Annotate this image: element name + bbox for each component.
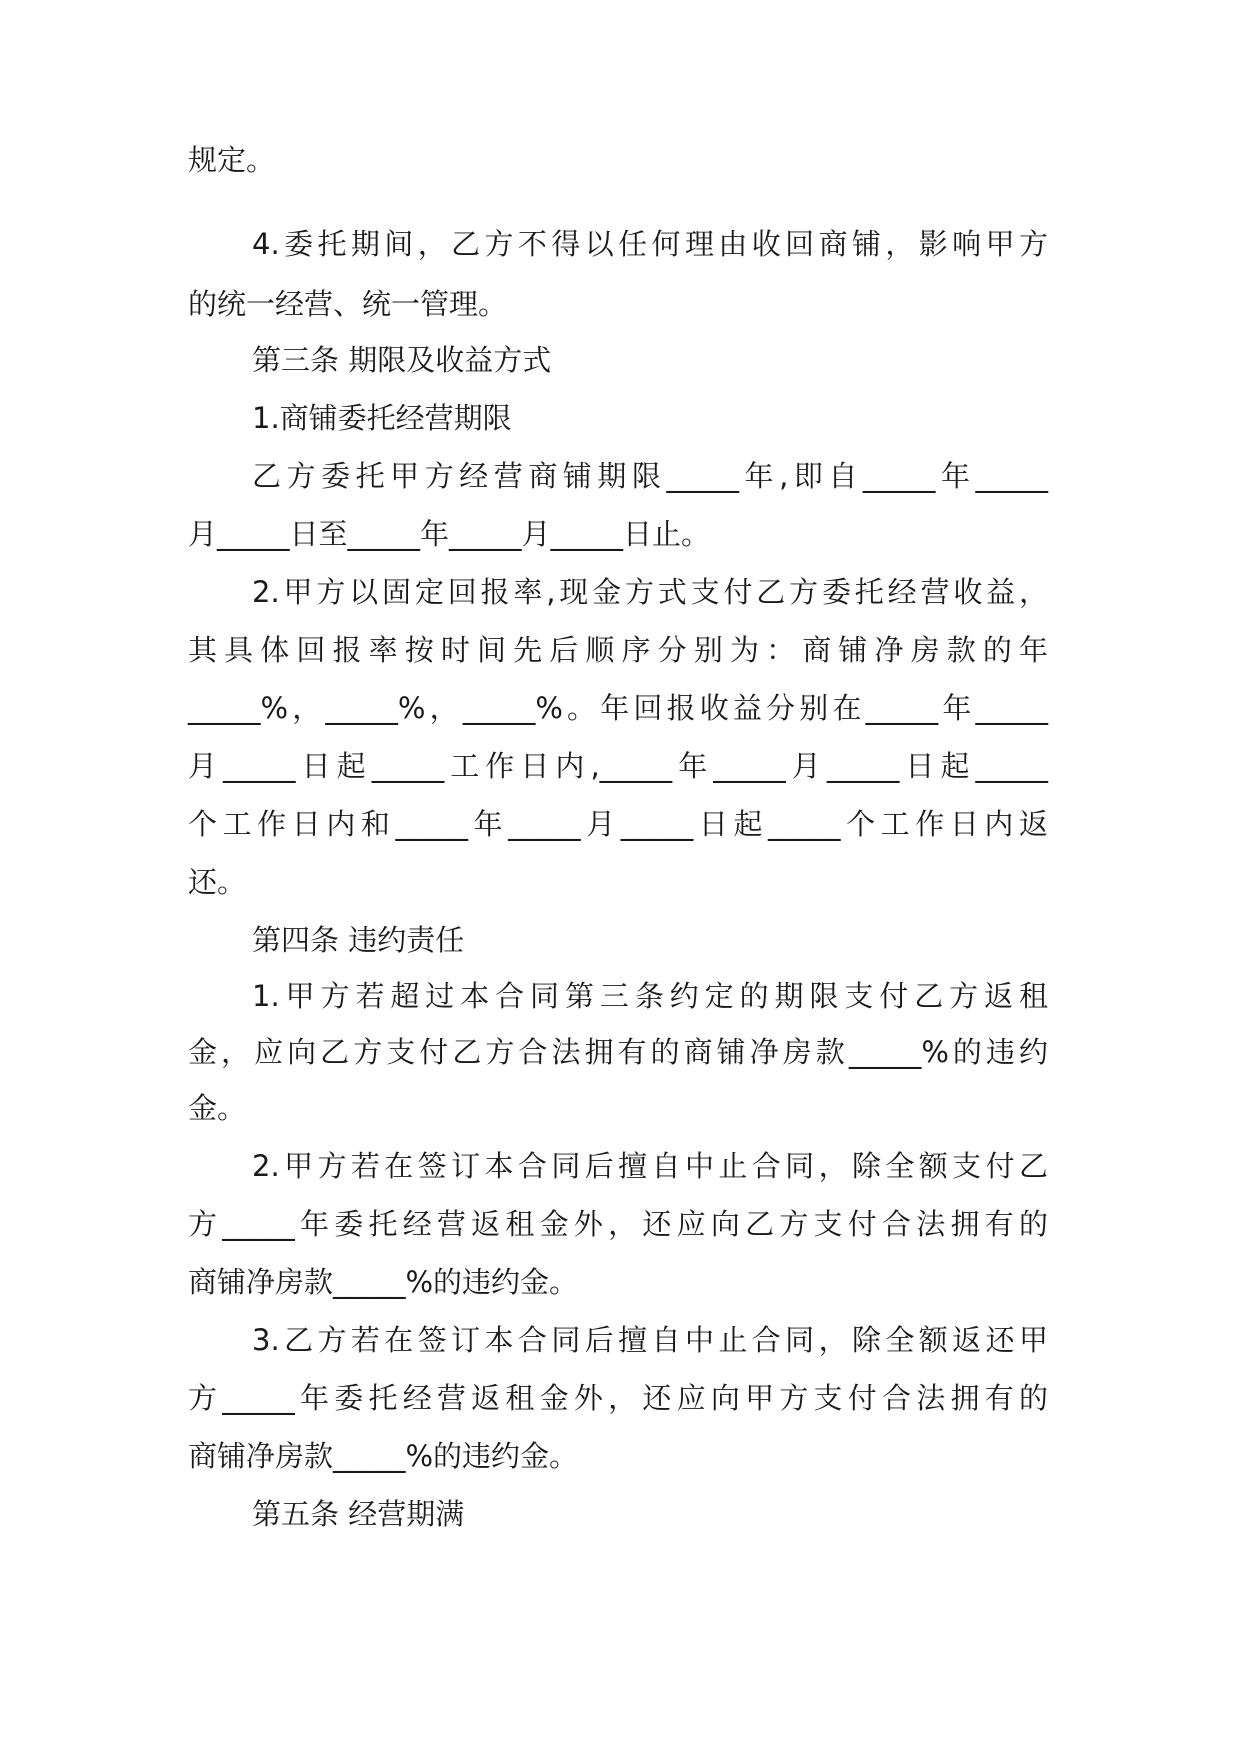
paragraph-line: 月_____日至_____年_____月_____日止。 bbox=[188, 517, 711, 551]
paragraph-line: _____%，_____%，_____%。年回报收益分别在_____年_____ bbox=[188, 691, 1048, 725]
paragraph-line: 商铺净房款_____%的违约金。 bbox=[188, 1439, 579, 1473]
section-heading: 第五条 经营期满 bbox=[252, 1497, 465, 1531]
clause-heading: 1.商铺委托经营期限 bbox=[252, 401, 512, 435]
paragraph-line: 金。 bbox=[188, 1091, 247, 1125]
paragraph-line: 的统一经营、统一管理。 bbox=[188, 287, 508, 321]
paragraph-line: 月_____日起_____工作日内,_____年_____月_____日起_____ bbox=[188, 749, 1048, 783]
paragraph-line: 3.乙方若在签订本合同后擅自中止合同，除全额返还甲 bbox=[252, 1323, 1048, 1357]
paragraph-line: 1.甲方若超过本合同第三条约定的期限支付乙方返租 bbox=[252, 979, 1048, 1013]
paragraph-line: 方_____年委托经营返租金外，还应向乙方支付合法拥有的 bbox=[188, 1207, 1048, 1241]
paragraph-line: 方_____年委托经营返租金外，还应向甲方支付合法拥有的 bbox=[188, 1381, 1048, 1415]
paragraph-line: 4.委托期间，乙方不得以任何理由收回商铺，影响甲方 bbox=[252, 227, 1048, 261]
section-heading: 第四条 违约责任 bbox=[252, 923, 465, 957]
paragraph-line: 2.甲方以固定回报率,现金方式支付乙方委托经营收益， bbox=[252, 575, 1048, 609]
section-heading: 第三条 期限及收益方式 bbox=[252, 343, 552, 377]
paragraph-line: 乙方委托甲方经营商铺期限_____年,即自_____年_____ bbox=[252, 459, 1048, 493]
paragraph-line: 其具体回报率按时间先后顺序分别为：商铺净房款的年 bbox=[188, 633, 1048, 667]
paragraph-line: 2.甲方若在签订本合同后擅自中止合同，除全额支付乙 bbox=[252, 1149, 1048, 1183]
paragraph-line: 还。 bbox=[188, 865, 247, 899]
paragraph-line: 个工作日内和_____年_____月_____日起_____个工作日内返 bbox=[188, 807, 1048, 841]
paragraph-line: 金，应向乙方支付乙方合法拥有的商铺净房款_____%的违约 bbox=[188, 1035, 1048, 1069]
paragraph-line: 规定。 bbox=[188, 143, 276, 177]
paragraph-line: 商铺净房款_____%的违约金。 bbox=[188, 1265, 579, 1299]
